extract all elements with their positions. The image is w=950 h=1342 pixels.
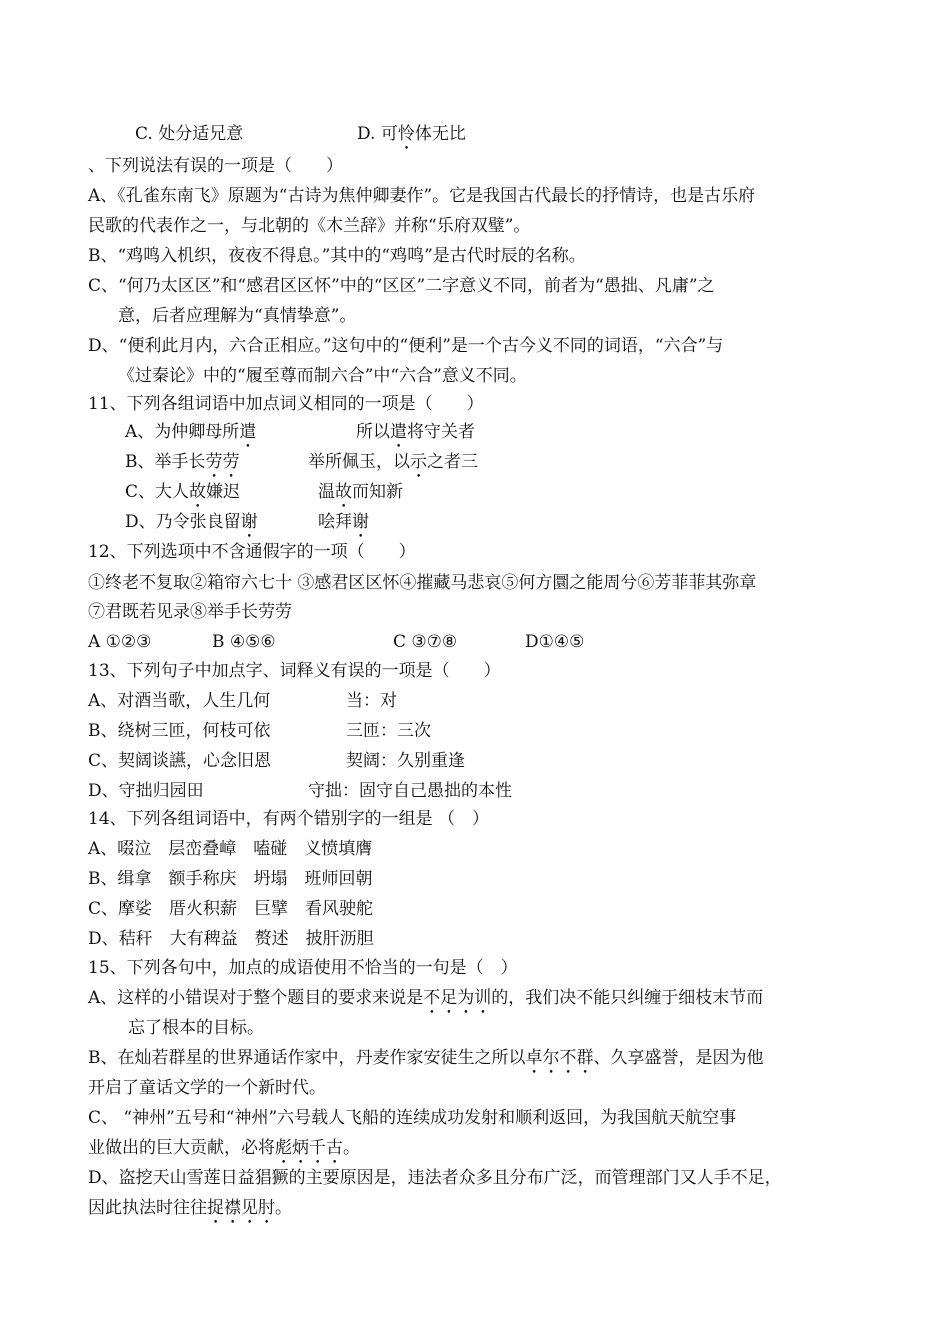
text: A、这样的小错误对于整个题目的要求来说是 — [88, 988, 424, 1008]
q13-option-a: A、对酒当歌，人生几何 — [88, 691, 271, 711]
q12-items-line2: ⑦君既若见录⑧举手长劳劳 — [88, 602, 292, 622]
q11-option-b-right — [308, 451, 478, 482]
text: 、久享盛誉，是因为他 — [593, 1048, 764, 1068]
text: 之者三 — [427, 452, 478, 472]
text: 哙拜 — [318, 512, 352, 532]
q14-stem: 14、下列各组词语中，有两个错别字的一组是 （ ） — [88, 809, 490, 829]
text: 体无比 — [414, 124, 466, 144]
q14-option-b: B、缉拿 额手称庆 坍塌 班师回朝 — [88, 869, 373, 889]
q11-option-d-right — [318, 511, 369, 542]
text: 所以 — [356, 422, 390, 442]
dotted-char: 故 — [189, 482, 207, 502]
q15-stem: 15、下列各句中，加点的成语使用不恰当的一句是（ ） — [88, 958, 518, 978]
dotted-idiom: 卓尔不群 — [525, 1048, 594, 1068]
q12-option-d: D①④⑤ — [525, 632, 585, 652]
q12-option-a: A ①②③ — [88, 632, 152, 652]
q13-option-a-gloss: 当：对 — [346, 691, 397, 711]
q10-stem: 、下列说法有误的一项是（ ） — [88, 156, 343, 176]
q15-option-c-line2 — [88, 1137, 360, 1168]
dotted-char: 谢 — [240, 512, 258, 532]
q14-option-a: A、啜泣 层峦叠嶂 嗑碰 义愤填膺 — [88, 839, 373, 859]
q9-option-d — [357, 123, 466, 154]
q12-items-line1: ①终老不复取②箱帘六七十 ③感君区区怀④摧藏马悲哀⑤何方圜之能周兮⑥芳菲菲其弥章 — [88, 573, 757, 593]
q15-option-d-line1: D、盗挖天山雪莲日益猖獗的主要原因是，违法者众多且分布广泛，而管理部门又人手不足， — [88, 1168, 782, 1188]
q15-option-b-line1 — [88, 1047, 764, 1078]
text: B、在灿若群星的世界通话作家中，丹麦作家安徒生之所以 — [88, 1048, 526, 1068]
dotted-idiom: 捉襟见肘 — [207, 1198, 275, 1218]
q15-option-a-line1 — [88, 987, 763, 1018]
q15-option-a-line2: 忘了根本的目标。 — [128, 1018, 264, 1038]
q13-option-c-gloss: 契阔：久别重逢 — [346, 751, 465, 771]
q10-option-d-line1: D、“便利此月内，六合正相应。”这句中的“便利”是一个古今义不同的词语，“六合”与 — [88, 336, 724, 356]
q15-option-b-line2: 开启了童话文学的一个新时代。 — [88, 1078, 326, 1098]
dotted-char: 故 — [335, 482, 352, 502]
dotted-char: 遣 — [239, 422, 257, 442]
text: 温 — [318, 482, 335, 502]
dotted-char: 劳劳 — [205, 452, 240, 472]
q10-option-b: B、“鸡鸣入机织，夜夜不得息。”其中的“鸡鸣”是古代时辰的名称。 — [88, 246, 586, 266]
q11-option-d-left — [125, 511, 258, 542]
q13-stem: 13、下列句子中加点字、词释义有误的一项是（ ） — [88, 661, 501, 681]
q10-option-a-line2: 民歌的代表作之一，与北朝的《木兰辞》并称“乐府双璧”。 — [88, 216, 531, 236]
q11-option-c-left — [125, 481, 240, 512]
q13-option-c: C、契阔谈讌，心念旧恩 — [88, 751, 272, 771]
dotted-char: 遣 — [390, 422, 407, 442]
text: C、大人 — [125, 482, 190, 502]
q11-option-a-right — [356, 421, 475, 452]
q15-option-d-line2 — [88, 1197, 292, 1228]
q13-option-d-gloss: 守拙：固守自己愚拙的本性 — [308, 781, 512, 801]
q11-stem: 11、下列各组词语中加点词义相同的一项是（ ） — [88, 394, 484, 414]
text: 的，我们决不能只纠缠于细枝末节而 — [491, 988, 764, 1008]
text: B、举手长 — [125, 452, 206, 472]
q12-stem: 12、下列选项中不含通假字的一项（ ） — [88, 542, 416, 562]
dotted-idiom: 彪炳千古 — [275, 1138, 343, 1158]
text: 。 — [343, 1138, 360, 1158]
q10-option-a-line1: A、《孔雀东南飞》原题为“古诗为焦仲卿妻作”。它是我国古代最长的抒情诗，也是古乐府 — [88, 186, 756, 206]
q13-option-d: D、守拙归园田 — [88, 781, 204, 801]
q9-option-c: C. 处分适兄意 — [135, 124, 244, 144]
text: D. 可 — [357, 124, 398, 144]
text: 举所佩玉，以 — [308, 452, 410, 472]
q13-option-b-gloss: 三匝：三次 — [346, 721, 431, 741]
q10-option-c-line1: C、“何乃太区区”和“感君区区怀”中的“区区”二字意义不同，前者为“愚拙、凡庸”之 — [88, 276, 715, 296]
dotted-idiom: 不足为训 — [423, 988, 492, 1008]
q14-option-c: C、摩娑 厝火积薪 巨擘 看风驶舵 — [88, 899, 374, 919]
q10-option-d-line2: 《过秦论》中的“履至尊而制六合”中“六合”意义不同。 — [118, 366, 527, 386]
q14-option-d: D、秸秆 大有稗益 赘述 披肝沥胆 — [88, 929, 374, 949]
text: 。 — [275, 1198, 292, 1218]
q11-option-a-left — [125, 421, 256, 452]
dotted-char: 谢 — [352, 512, 369, 532]
text: 而知新 — [352, 482, 403, 502]
text: A、为仲卿母所 — [125, 422, 240, 442]
dotted-char: 示 — [410, 452, 427, 472]
q15-option-c-line1: C、 “神州”五号和“神州”六号载人飞船的连续成功发射和顺利返回，为我国航天航空事 — [88, 1108, 737, 1128]
dotted-char: 怜 — [397, 124, 415, 144]
text: 因此执法时往往 — [88, 1198, 207, 1218]
text: D、乃令张良留 — [125, 512, 241, 532]
q11-option-b-left — [125, 451, 240, 482]
text: 嫌迟 — [206, 482, 241, 502]
text: 将守关者 — [407, 422, 475, 442]
q13-option-b: B、绕树三匝，何枝可依 — [88, 721, 271, 741]
q10-option-c-line2: 意，后者应理解为“真情挚意”。 — [118, 306, 357, 326]
q12-option-b: B ④⑤⑥ — [212, 632, 276, 652]
text: 业做出的巨大贡献，必将 — [88, 1138, 275, 1158]
q12-option-c: C ③⑦⑧ — [393, 632, 458, 652]
q11-option-c-right — [318, 481, 403, 512]
